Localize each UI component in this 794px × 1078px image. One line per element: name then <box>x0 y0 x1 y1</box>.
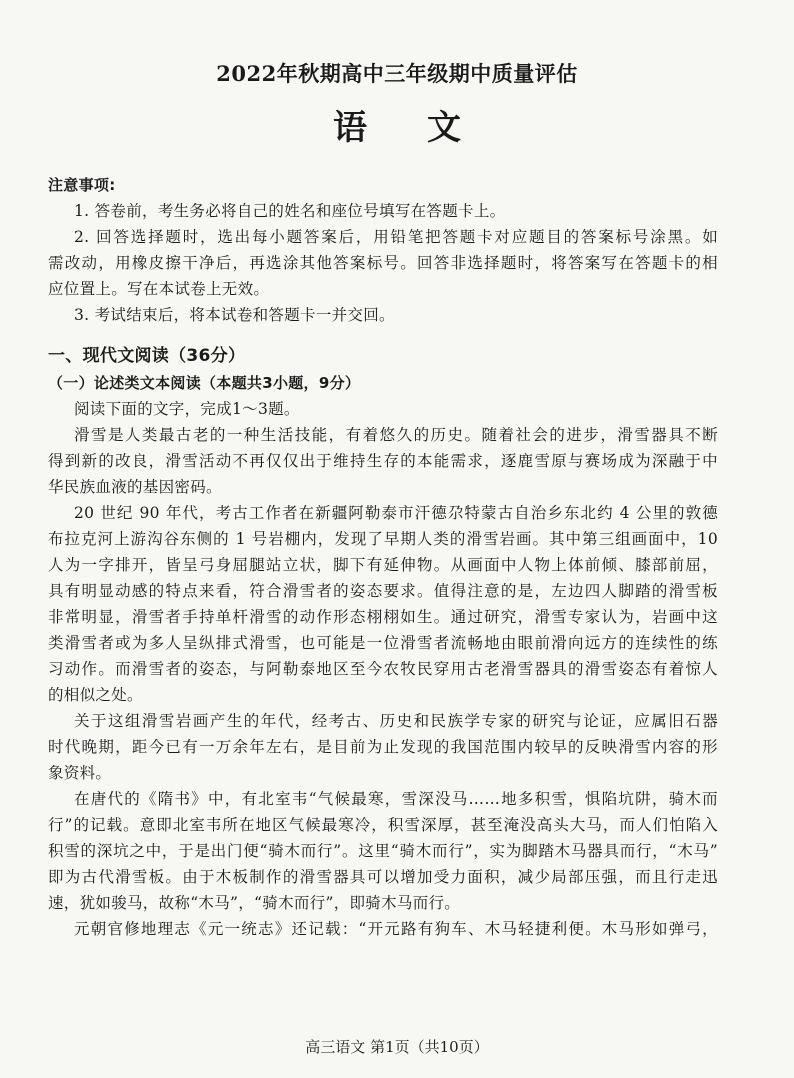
passage-line: 布拉克河上游沟谷东侧的 1 号岩棚内，发现了早期人类的滑雪岩画。其中第三组画面中，10 <box>48 530 718 548</box>
passage-line: 关于这组滑雪岩画产生的年代，经考古、历史和民族学专家的研究与论证，应属旧石器 <box>74 712 718 730</box>
page-content <box>48 172 718 942</box>
passage-line: 行”的记载。意即北室韦所在地区气候最寒冷，积雪深厚，甚至淹没高头大马，而人们怕陷入 <box>48 816 718 834</box>
subject-title: 语文 <box>333 108 521 148</box>
passage-line: 滑雪是人类最古老的一种生活技能，有着悠久的历史。随着社会的进步，滑雪器具不断 <box>74 426 718 444</box>
passage-line: 时代晚期，距今已有一万余年左右，是目前为止发现的我国范围内较早的反映滑雪内容的形 <box>48 738 718 756</box>
notice-line: 需改动，用橡皮擦干净后，再选涂其他答案标号。回答非选择题时，将答案写在答题卡的相 <box>48 254 718 272</box>
notice-line: 1. 答卷前，考生务必将自己的姓名和座位号填写在答题卡上。 <box>74 202 506 220</box>
passage-line: 的相似之处。 <box>48 686 143 704</box>
page-footer: 高三语文 第1页（共10页） <box>305 1038 489 1056</box>
passage-line: 人为一字排开，皆呈弓身屈腿站立状，脚下有延伸物。从画面中人物上体前倾、膝部前屈， <box>48 556 718 574</box>
passage-line: 速，犹如骏马，故称“木马”，“骑木而行”，即骑木马而行。 <box>48 894 461 912</box>
notice-line: 应位置上。写在本试卷上无效。 <box>48 280 270 298</box>
exam-title: 2022年秋期高中三年级期中质量评估 <box>216 61 578 86</box>
passage-line: 积雪的深坑之中，于是出门便“骑木而行”。这里“骑木而行”，实为脚踏木马器具而行，“木马” <box>48 842 718 860</box>
passage-line: 具有明显动感的特点来看，符合滑雪者的姿态要求。值得注意的是，左边四人脚踏的滑雪板 <box>48 582 718 600</box>
notice-line: 2. 回答选择题时，选出每小题答案后，用铅笔把答题卡对应题目的答案标号涂黑。如 <box>74 228 718 246</box>
passage-line: 华民族血液的基因密码。 <box>48 478 222 496</box>
notice-heading: 注意事项: <box>48 176 116 194</box>
passage-line: 习动作。而滑雪者的姿态，与阿勒泰地区至今农牧民穿用古老滑雪器具的滑雪姿态有着惊人 <box>48 660 718 678</box>
passage-line: 元朝官修地理志《元一统志》还记载：“开元路有狗车、木马轻捷利便。木马形如弹弓， <box>74 920 718 938</box>
passage-line: 得到新的改良，滑雪活动不再仅仅出于维持生存的本能需求，逐鹿雪原与赛场成为深融于中 <box>48 452 718 470</box>
passage-line: 20 世纪 90 年代，考古工作者在新疆阿勒泰市汗德尕特蒙古自治乡东北约 4 公里的敦德 <box>74 504 718 522</box>
sub-section-heading: （一）论述类文本阅读（本题共3小题，9分） <box>48 374 361 392</box>
passage-line: 非常明显，滑雪者手持单杆滑雪的动作形态栩栩如生。通过研究，滑雪专家认为，岩画中这 <box>48 608 718 626</box>
section-heading: 一、现代文阅读（36分） <box>48 346 246 366</box>
reading-instruction: 阅读下面的文字，完成1～3题。 <box>74 400 300 418</box>
passage-line: 在唐代的《隋书》中，有北室韦“气候最寒，雪深没马……地多积雪，惧陷坑阱，骑木而 <box>74 790 718 808</box>
passage-line: 类滑雪者或为多人呈纵排式滑雪，也可能是一位滑雪者流畅地由眼前滑向远方的连续性的练 <box>48 634 718 652</box>
notice-line: 3. 考试结束后，将本试卷和答题卡一并交回。 <box>74 306 395 324</box>
passage-line: 象资料。 <box>48 764 112 782</box>
passage-line: 即为古代滑雪板。由于木板制作的滑雪器具可以增加受力面积，减少局部压强，而且行走迅 <box>48 868 718 886</box>
